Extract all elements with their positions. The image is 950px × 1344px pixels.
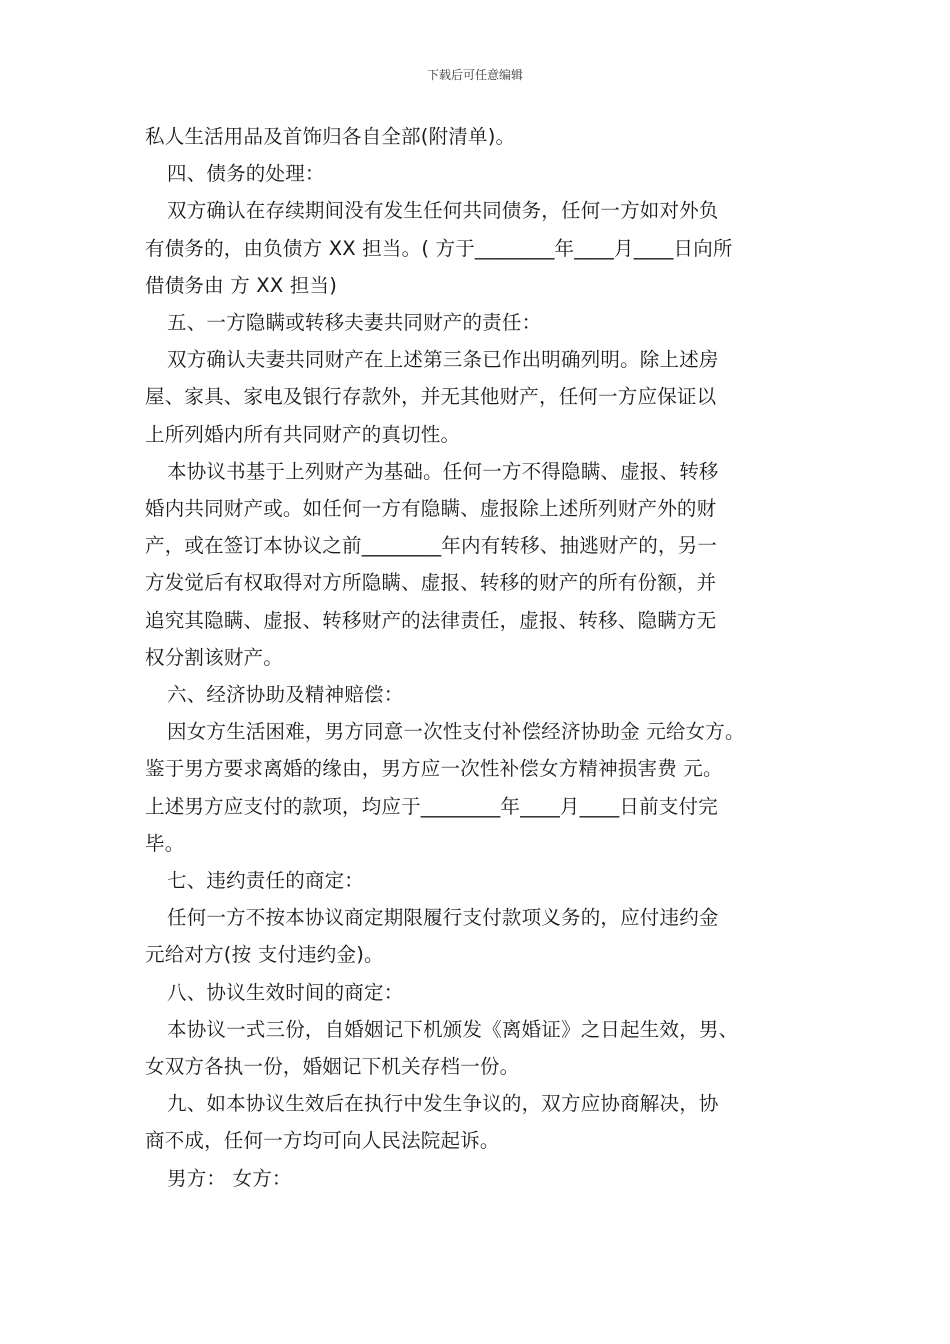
text-line: 任何一方不按本协议商定期限履行支付款项义务的，应付违约金 — [167, 906, 719, 930]
text-line: 双方确认夫妻共同财产在上述第三条已作出明确列明。除上述房 — [167, 348, 719, 372]
text-line: 毕。 — [145, 831, 185, 855]
section-heading-breach: 七、违约责任的商定： — [167, 869, 365, 893]
section-heading-debt: 四、债务的处理： — [167, 162, 325, 186]
text-line: 权分割该财产。 — [145, 645, 283, 669]
text-line: 产，或在签订本协议之前________年内有转移、抽逃财产的，另一 — [145, 534, 718, 558]
document-body — [145, 118, 835, 1197]
text-line: 追究其隐瞒、虚报、转移财产的法律责任，虚报、转移、隐瞒方无 — [145, 608, 717, 632]
text-line: 有债务的，由负债方 XX 担当。( 方于________年____月____日向所 — [145, 236, 733, 260]
text-line: 女双方各执一份，婚姻记下机关存档一份。 — [145, 1055, 520, 1079]
text-line: 本协议书基于上列财产为基础。任何一方不得隐瞒、虚报、转移 — [167, 459, 719, 483]
text-line: 上所列婚内所有共同财产的真切性。 — [145, 422, 461, 446]
text-line: 本协议一式三份，自婚姻记下机颁发《离婚证》之日起生效，男、 — [167, 1017, 739, 1041]
text-line: 元给对方(按 支付违约金)。 — [145, 943, 384, 967]
signature-line: 男方： 女方： — [167, 1166, 292, 1190]
text-line: 商不成，任何一方均可向人民法院起诉。 — [145, 1129, 500, 1153]
text-line: 婚内共同财产或。如任何一方有隐瞒、虚报除上述所列财产外的财 — [145, 497, 717, 521]
text-line: 上述男方应支付的款项，均应于________年____月____日前支付完 — [145, 794, 718, 818]
text-line: 双方确认在存续期间没有发生任何共同债务，任何一方如对外负 — [167, 199, 719, 223]
text-line: 屋、家具、家电及银行存款外，并无其他财产，任何一方应保证以 — [145, 385, 717, 409]
text-line: 方发觉后有权取得对方所隐瞒、虚报、转移的财产的所有份额，并 — [145, 571, 717, 595]
text-line: 鉴于男方要求离婚的缘由，男方应一次性补偿女方精神损害费 元。 — [145, 757, 723, 781]
text-line: 借债务由 方 XX 担当) — [145, 273, 338, 297]
section-heading-dispute: 九、如本协议生效后在执行中发生争议的，双方应协商解决，协 — [167, 1092, 719, 1116]
text-line: 因女方生活困难，男方同意一次性支付补偿经济协助金 元给女方。 — [167, 720, 745, 744]
section-heading-concealment: 五、一方隐瞒或转移夫妻共同财产的责任： — [167, 311, 542, 335]
text-line: 私人生活用品及首饰归各自全部(附清单)。 — [145, 125, 516, 148]
section-heading-compensation: 六、经济协助及精神赔偿： — [167, 683, 404, 707]
page-header: 下载后可任意编辑 — [426, 68, 523, 82]
section-heading-effective-date: 八、协议生效时间的商定： — [167, 980, 404, 1004]
